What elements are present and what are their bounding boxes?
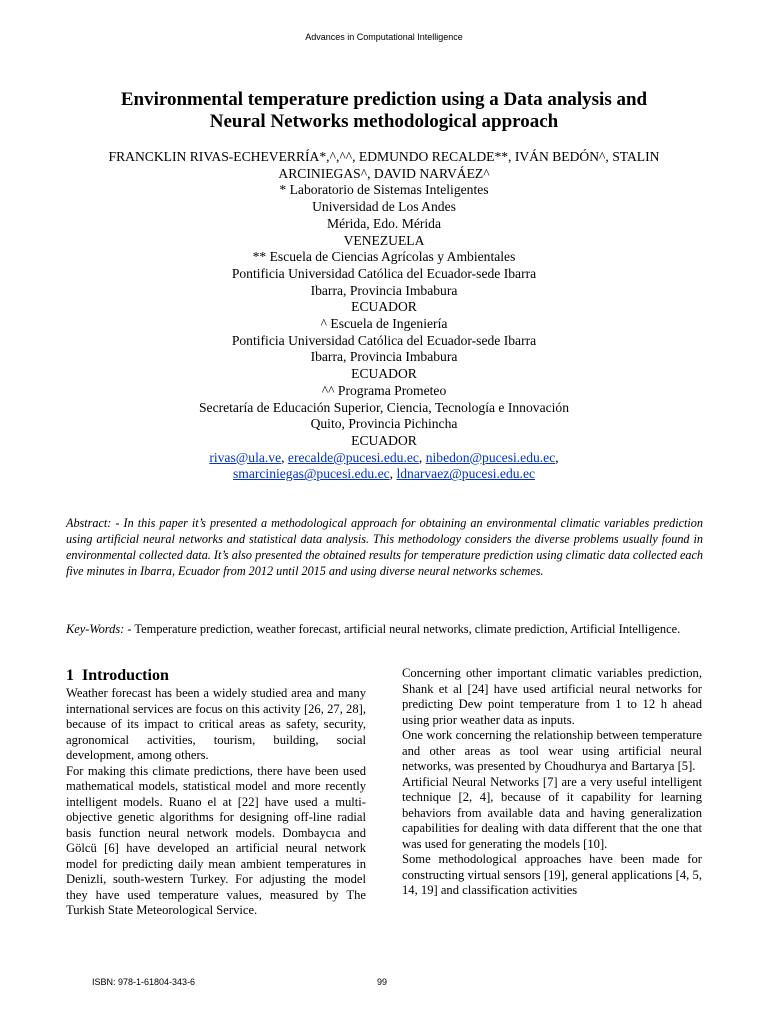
- affiliation-line: Universidad de Los Andes: [312, 199, 456, 215]
- email-link[interactable]: ldnarvaez@pucesi.edu.ec: [396, 466, 536, 482]
- abstract: Abstract: - In this paper it’s presented a methodological approach for obtaining an environmental climatic variables prediction using artificial neural networks and statistical data analysis. This methodology considers the diverse problems usually found in environmental collected data. It’s also presented the obtained results for temperature prediction using climatic data collected each five minutes in Ibarra, Ecuador from 2012 until 2015 and using diverse neural networks schemes.: [66, 516, 703, 578]
- affiliation-line: Quito, Provincia Pichincha: [310, 416, 458, 432]
- running-head: Advances in Computational Intelligence: [305, 32, 463, 42]
- paper-title: [40, 89, 728, 133]
- authors-line-1: FRANCKLIN RIVAS-ECHEVERRÍA*,^,^^, EDMUNDO RECALDE**, IVÁN BEDÓN^, STALIN: [108, 149, 660, 164]
- affiliation-line: Pontificia Universidad Católica del Ecuador-sede Ibarra: [231, 265, 537, 281]
- affiliation-line: Mérida, Edo. Mérida: [326, 215, 441, 231]
- paragraph: Concerning other important climatic variables prediction, Shank et al [24] have used artificial neural networks for predicting Dew point temperature from 1 to 12 h ahead using prior weather data as inputs.: [402, 666, 702, 727]
- email-separator: ,: [389, 466, 397, 482]
- footer-isbn: ISBN: 978-1-61804-343-6: [92, 977, 196, 987]
- email-link[interactable]: erecalde@pucesi.edu.ec: [287, 449, 419, 465]
- paragraph: Weather forecast has been a widely studied area and many international services are focus on this activity [26, 27, 28], because of its impact to critical areas as safety, security, agronomical activities, tourism, building, social development, among others.: [66, 686, 366, 762]
- author-block: [40, 149, 728, 483]
- affiliation-line: Pontificia Universidad Católica del Ecuador-sede Ibarra: [231, 332, 537, 348]
- affiliation-line: ECUADOR: [351, 366, 417, 382]
- affiliation-line: Ibarra, Provincia Imbabura: [310, 282, 458, 298]
- email-link[interactable]: nibedon@pucesi.edu.ec: [425, 449, 556, 465]
- paragraph: For making this climate predictions, there have been used mathematical models, statistical model and more recently intelligent models. Ruano el at [22] have used a multi-objective genetic algorithms for designing off-line radial basis function neural network models. Dombaycıa and Gölcü [6] have developed an artificial neural network model for predicting daily mean ambient temperatures in Denizli, south-western Turkey. For adjusting the model they have used temperature values, measured by The Turkish State Meteorological Service.: [66, 763, 366, 917]
- email-separator: ,: [418, 449, 426, 465]
- keywords: [66, 621, 703, 637]
- page-number: 99: [377, 977, 388, 987]
- affiliation-line: ECUADOR: [351, 299, 417, 315]
- paragraph: Some methodological approaches have been made for constructing virtual sensors [19], general applications [4, 5, 14, 19] and classification activities: [402, 852, 702, 897]
- affiliation-line: ^ Escuela de Ingeniería: [320, 316, 448, 332]
- email-link[interactable]: rivas@ula.ve: [209, 449, 282, 465]
- email-separator: ,: [555, 449, 559, 465]
- paragraph: One work concerning the relationship between temperature and other areas as tool wear using artificial neural networks, was presented by Choudhurya and Bartarya [5].: [402, 728, 702, 773]
- affiliation-line: * Laboratorio de Sistemas Inteligentes: [279, 182, 489, 198]
- left-column: [66, 666, 366, 919]
- title-line-2: Neural Networks methodological approach: [209, 111, 559, 132]
- affiliation-line: ** Escuela de Ciencias Agrícolas y Ambientales: [252, 249, 516, 265]
- paragraph: Artificial Neural Networks [7] are a very useful intelligent technique [2, 4], because of it capability for learning behaviors from available data and having generalization capabilities for dealing with data different that the one that was used for generating the models [10].: [402, 774, 702, 851]
- section-heading: [66, 666, 366, 686]
- keywords-text: - Temperature prediction, weather forecast, artificial neural networks, climate prediction, Artificial Intelligence.: [124, 622, 681, 636]
- affiliation-line: ^^ Programa Prometeo: [321, 382, 447, 398]
- email-separator: ,: [281, 449, 288, 465]
- affiliation-line: ECUADOR: [351, 432, 417, 448]
- section-number: 1: [66, 667, 74, 684]
- email-line-1: [40, 450, 728, 467]
- title-line-1: Environmental temperature prediction using a Data analysis and: [120, 89, 648, 110]
- email-link[interactable]: smarciniegas@pucesi.edu.ec: [232, 466, 390, 482]
- section-title: Introduction: [82, 667, 169, 684]
- affiliation-line: Ibarra, Provincia Imbabura: [310, 349, 458, 365]
- affiliation-line: VENEZUELA: [343, 232, 425, 248]
- keywords-label: Key-Words:: [66, 622, 125, 636]
- affiliation-line: Secretaría de Educación Superior, Ciencia, Tecnología e Innovación: [198, 399, 570, 415]
- right-column: [402, 666, 702, 899]
- email-line-2: [40, 466, 728, 483]
- authors-line-2: ARCINIEGAS^, DAVID NARVÁEZ^: [278, 165, 490, 181]
